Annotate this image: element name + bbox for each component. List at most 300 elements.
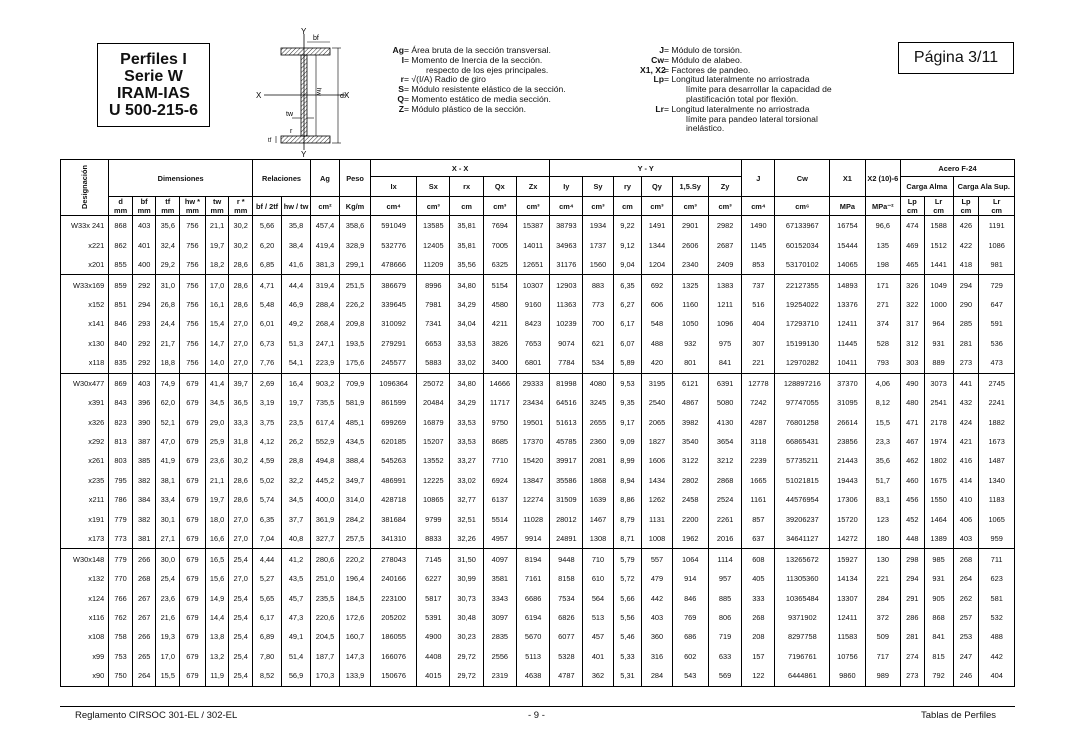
unit-cell: cm² [311,197,340,216]
x2-header: X2 (10)-6 [865,160,900,197]
designation-cell: x326 [61,412,109,431]
value-cell: 2556 [483,647,516,666]
value-cell: 851 [109,295,133,314]
unit-cell: cm³ [642,197,672,216]
value-cell: 26614 [830,412,865,431]
unit-cell: cm³ [672,197,708,216]
value-cell: 509 [865,627,900,646]
value-cell: 49,2 [282,314,311,333]
tw-label: tw [286,111,293,118]
value-cell: 679 [180,608,206,627]
legend-text: límite para desarrollar la capacidad de [686,84,832,95]
value-cell: 1131 [642,510,672,529]
value-cell: 37370 [830,373,865,393]
value-cell: 14893 [830,275,865,295]
value-cell: 548 [642,314,672,333]
value-cell: 9160 [516,295,549,314]
legend-key: Q [397,93,404,104]
value-cell: 5,89 [613,353,642,373]
value-cell: 419,4 [311,235,340,254]
value-cell: 1211 [708,295,741,314]
value-cell: 756 [180,353,206,373]
value-cell: 34,5 [282,490,311,509]
value-cell: 6227 [417,569,450,588]
value-cell: 3245 [583,393,613,412]
value-cell: 5,46 [613,627,642,646]
value-cell: 1161 [742,490,775,509]
value-cell: 868 [924,608,953,627]
table-row [61,235,1015,254]
legend-line [640,124,832,134]
value-cell: 25,4 [229,588,253,607]
value-cell: 786 [109,490,133,509]
value-cell: 5514 [483,510,516,529]
value-cell: 400 [132,255,156,275]
value-cell: 6826 [550,608,583,627]
value-cell: 403 [132,216,156,236]
value-cell: 18,2 [205,255,229,275]
value-cell: 679 [180,451,206,470]
value-cell: 40,8 [282,529,311,549]
tf-label: tf [268,138,272,144]
value-cell: 679 [180,510,206,529]
value-cell: 620185 [371,432,417,451]
value-cell: 2178 [924,412,953,431]
value-cell: 196,4 [339,569,370,588]
value-cell: 2901 [672,216,708,236]
table-row [61,373,1015,393]
value-cell: 381684 [371,510,417,529]
value-cell: 5328 [550,647,583,666]
value-cell: 23,3 [865,432,900,451]
value-cell: 4,06 [865,373,900,393]
designation-cell: x124 [61,588,109,607]
value-cell: 2524 [708,490,741,509]
value-cell: 175,6 [339,353,370,373]
value-cell: 291 [901,588,925,607]
value-cell: 861599 [371,393,417,412]
value-cell: 292 [132,353,156,373]
value-cell: 479 [642,569,672,588]
value-cell: 15444 [830,235,865,254]
value-cell: 2319 [483,666,516,686]
table-row [61,451,1015,470]
value-cell: 3654 [708,432,741,451]
value-cell: 1086 [979,235,1015,254]
ix-header: Ix [371,177,417,197]
value-cell: 2360 [583,432,613,451]
value-cell: 591 [979,314,1015,333]
unit-cell: Kg/m [339,197,370,216]
value-cell: 1665 [742,471,775,490]
value-cell: 6391 [708,373,741,393]
footer-left: Reglamento CIRSOC 301-EL / 302-EL [75,710,238,721]
value-cell: 8,71 [613,529,642,549]
value-cell: 51,7 [865,471,900,490]
value-cell: 1262 [642,490,672,509]
value-cell: 32,4 [156,235,180,254]
value-cell: 205202 [371,608,417,627]
legend-key: Lr [655,103,664,114]
value-cell: 390 [132,412,156,431]
value-cell: 24891 [550,529,583,549]
subheader-cell: Lp cm [953,197,979,216]
value-cell: 32,26 [450,529,483,549]
designation-cell: x99 [61,647,109,666]
value-cell: 1050 [672,314,708,333]
legend-text: = Longitud lateralmente no arriostrada [664,74,810,85]
value-cell: 2239 [742,451,775,470]
value-cell: 4867 [672,393,708,412]
designation-cell: W33x169 [61,275,109,295]
value-cell: 281 [901,627,925,646]
value-cell: 47,3 [282,608,311,627]
value-cell: 240166 [371,569,417,588]
value-cell: 1008 [642,529,672,549]
hw-label: hw [315,88,321,96]
designation-cell: x141 [61,314,109,333]
value-cell: 31,50 [450,549,483,569]
value-cell: 5,79 [613,549,642,569]
value-cell: 5,33 [613,647,642,666]
value-cell: 536 [979,334,1015,353]
value-cell: 766 [109,588,133,607]
value-cell: 981 [979,255,1015,275]
value-cell: 41,4 [205,373,229,393]
value-cell: 2200 [672,510,708,529]
value-cell: 7694 [483,216,516,236]
value-cell: 47,0 [156,432,180,451]
unit-cell: cm³ [417,197,450,216]
value-cell: 7161 [516,569,549,588]
value-cell: 6,35 [613,275,642,295]
value-cell: 11,9 [205,666,229,686]
value-cell: 284 [865,588,900,607]
value-cell: 39206237 [775,510,830,529]
value-cell: 5,27 [253,569,282,588]
value-cell: 7145 [417,549,450,569]
value-cell: 8297758 [775,627,830,646]
value-cell: 473 [979,353,1015,373]
zy-header: Zy [708,177,741,197]
value-cell: 485,1 [339,412,370,431]
value-cell: 773 [583,295,613,314]
value-cell: 1183 [979,490,1015,509]
value-cell: 17370 [516,432,549,451]
value-cell: 1065 [979,510,1015,529]
value-cell: 769 [672,608,708,627]
sy-header: Sy [583,177,613,197]
ry-header: ry [613,177,642,197]
value-cell: 372 [865,608,900,627]
value-cell: 30,0 [156,549,180,569]
table-row [61,334,1015,353]
value-cell: 623 [979,569,1015,588]
value-cell: 31509 [550,490,583,509]
value-cell: 1491 [642,216,672,236]
footer-rule [60,706,1015,707]
value-cell: 1064 [672,549,708,569]
value-cell: 679 [180,432,206,451]
value-cell: 10239 [550,314,583,333]
value-cell: 11305360 [775,569,830,588]
value-cell: 33,3 [229,412,253,431]
qx-header: Qx [483,177,516,197]
value-cell: 846 [672,588,708,607]
value-cell: 1000 [924,295,953,314]
value-cell: 27,0 [229,314,253,333]
value-cell: 679 [180,529,206,549]
value-cell: 12225 [417,471,450,490]
value-cell: 7534 [550,588,583,607]
value-cell: 442 [642,588,672,607]
value-cell: 246 [953,666,979,686]
value-cell: 792 [924,666,953,686]
value-cell: 8,94 [613,471,642,490]
value-cell: 9750 [483,412,516,431]
value-cell: 29,72 [450,647,483,666]
value-cell: 135 [865,235,900,254]
value-cell: 29,72 [450,666,483,686]
value-cell: 3540 [672,432,708,451]
peso-header: Peso [339,160,370,197]
value-cell: 13,2 [205,647,229,666]
value-cell: 421 [953,432,979,451]
value-cell: 57735211 [775,451,830,470]
value-cell: 14,4 [205,608,229,627]
value-cell: 465 [901,255,925,275]
value-cell: 221 [742,353,775,373]
value-cell: 30,48 [450,608,483,627]
value-cell: 795 [109,471,133,490]
value-cell: 204,5 [311,627,340,646]
value-cell: 209,8 [339,314,370,333]
value-cell: 15,4 [205,314,229,333]
value-cell: 60152034 [775,235,830,254]
value-cell: 770 [109,569,133,588]
value-cell: 171 [865,275,900,295]
legend-text: plastificación total por flexión. [686,93,799,104]
subheader-cell: Lp cm [901,197,925,216]
value-cell: 1675 [924,471,953,490]
value-cell: 4097 [483,549,516,569]
value-cell: 4957 [483,529,516,549]
designation-cell: x118 [61,353,109,373]
value-cell: 793 [865,353,900,373]
value-cell: 4900 [417,627,450,646]
value-cell: 608 [742,549,775,569]
designation-cell: x391 [61,393,109,412]
value-cell: 6,73 [253,334,282,353]
value-cell: 279291 [371,334,417,353]
value-cell: 7653 [516,334,549,353]
designacion-header: Designación [61,160,109,216]
designation-cell: x116 [61,608,109,627]
value-cell: 1441 [924,255,953,275]
designation-cell: x261 [61,451,109,470]
value-cell: 403 [953,529,979,549]
value-cell: 448 [901,529,925,549]
value-cell: 3826 [483,334,516,353]
value-cell: 679 [180,412,206,431]
value-cell: 10756 [830,647,865,666]
table-row [61,529,1015,549]
value-cell: 7341 [417,314,450,333]
value-cell: 4580 [483,295,516,314]
value-cell: 67133967 [775,216,830,236]
value-cell: 10365484 [775,588,830,607]
legend-left [390,46,566,115]
value-cell: 1550 [924,490,953,509]
value-cell: 25,4 [229,608,253,627]
value-cell: 12405 [417,235,450,254]
value-cell: 813 [109,432,133,451]
value-cell: 30,1 [156,510,180,529]
table-row [61,216,1015,236]
value-cell: 9799 [417,510,450,529]
value-cell: 30,99 [450,569,483,588]
value-cell: 753 [109,647,133,666]
value-cell: 374 [865,314,900,333]
value-cell: 1606 [642,451,672,470]
value-cell: 420 [642,353,672,373]
unit-cell: cm³ [516,197,549,216]
value-cell: 2687 [708,235,741,254]
value-cell: 133,9 [339,666,370,686]
value-cell: 294 [132,295,156,314]
value-cell: 486991 [371,471,417,490]
carga-alma-header: Carga Alma [901,177,954,197]
value-cell: 157 [742,647,775,666]
table-row [61,549,1015,569]
value-cell: 51,3 [282,334,311,353]
subheader-cell: bf mm [132,197,156,216]
value-cell: 1145 [742,235,775,254]
value-cell: 381 [132,529,156,549]
value-cell: 679 [180,588,206,607]
title-line-1: Perfiles I [120,51,187,68]
footer-right: Tablas de Perfiles [921,710,996,721]
value-cell: 281 [953,334,979,353]
value-cell: 2261 [708,510,741,529]
legend-key: X1, X2 [640,64,666,75]
i-section-diagram [254,26,364,158]
value-cell: 2835 [483,627,516,646]
value-cell: 14134 [830,569,865,588]
value-cell: 679 [180,647,206,666]
value-cell: 280,6 [311,549,340,569]
table-body [61,216,1015,687]
value-cell: 8158 [550,569,583,588]
value-cell: 418 [953,255,979,275]
designation-cell: x235 [61,471,109,490]
value-cell: 862 [109,235,133,254]
value-cell: 31095 [830,393,865,412]
value-cell: 8,99 [613,451,642,470]
value-cell: 34,5 [205,393,229,412]
value-cell: 647 [979,295,1015,314]
value-cell: 5391 [417,608,450,627]
value-cell: 1434 [642,471,672,490]
value-cell: 490 [901,373,925,393]
value-cell: 610 [583,569,613,588]
value-cell: 1487 [979,451,1015,470]
value-cell: 23,6 [205,451,229,470]
value-cell: 221 [865,569,900,588]
r-label: r [290,128,293,135]
designation-cell: W33x 241 [61,216,109,236]
value-cell: 21,6 [156,608,180,627]
value-cell: 31,8 [229,432,253,451]
value-cell: 18,8 [156,353,180,373]
value-cell: 32,77 [450,490,483,509]
subheader-cell: d mm [109,197,133,216]
value-cell: 735,5 [311,393,340,412]
unit-cell: cm³ [583,197,613,216]
value-cell: 679 [180,666,206,686]
table-row [61,314,1015,333]
value-cell: 9,22 [613,216,642,236]
value-cell: 5883 [417,353,450,373]
value-cell: 28,6 [229,295,253,314]
unit-cell: cm [450,197,483,216]
value-cell: 6444861 [775,666,830,686]
value-cell: 2982 [708,216,741,236]
legend-key: Z [398,103,404,114]
value-cell: 6,01 [253,314,282,333]
value-cell: 989 [865,666,900,686]
value-cell: 25,9 [205,432,229,451]
value-cell: 381,3 [311,255,340,275]
table-row [61,647,1015,666]
value-cell: 34,80 [450,373,483,393]
value-cell: 457 [583,627,613,646]
value-cell: 39917 [550,451,583,470]
value-cell: 5,66 [253,216,282,236]
value-cell: 267 [132,588,156,607]
value-cell: 5154 [483,275,516,295]
value-cell: 679 [180,373,206,393]
value-cell: 150676 [371,666,417,686]
value-cell: 20484 [417,393,450,412]
value-cell: 28012 [550,510,583,529]
value-cell: 855 [109,255,133,275]
value-cell: 251,0 [311,569,340,588]
value-cell: 8,86 [613,490,642,509]
value-cell: 35,6 [865,451,900,470]
subheader-cell: hw / tw [282,197,311,216]
value-cell: 2409 [708,255,741,275]
table-row [61,569,1015,588]
d-label: d [340,93,344,100]
value-cell: 6686 [516,588,549,607]
value-cell: 679 [180,569,206,588]
value-cell: 6,35 [253,510,282,529]
legend-key: r [400,74,404,85]
value-cell: 34963 [550,235,583,254]
value-cell: 2081 [583,451,613,470]
unit-cell: MPa⁻² [865,197,900,216]
subheader-cell: tw mm [205,197,229,216]
value-cell: 4015 [417,666,450,686]
value-cell: 756 [180,314,206,333]
value-cell: 3400 [483,353,516,373]
value-cell: 905 [924,588,953,607]
value-cell: 310092 [371,314,417,333]
value-cell: 432 [953,393,979,412]
value-cell: 931 [924,334,953,353]
value-cell: 166076 [371,647,417,666]
